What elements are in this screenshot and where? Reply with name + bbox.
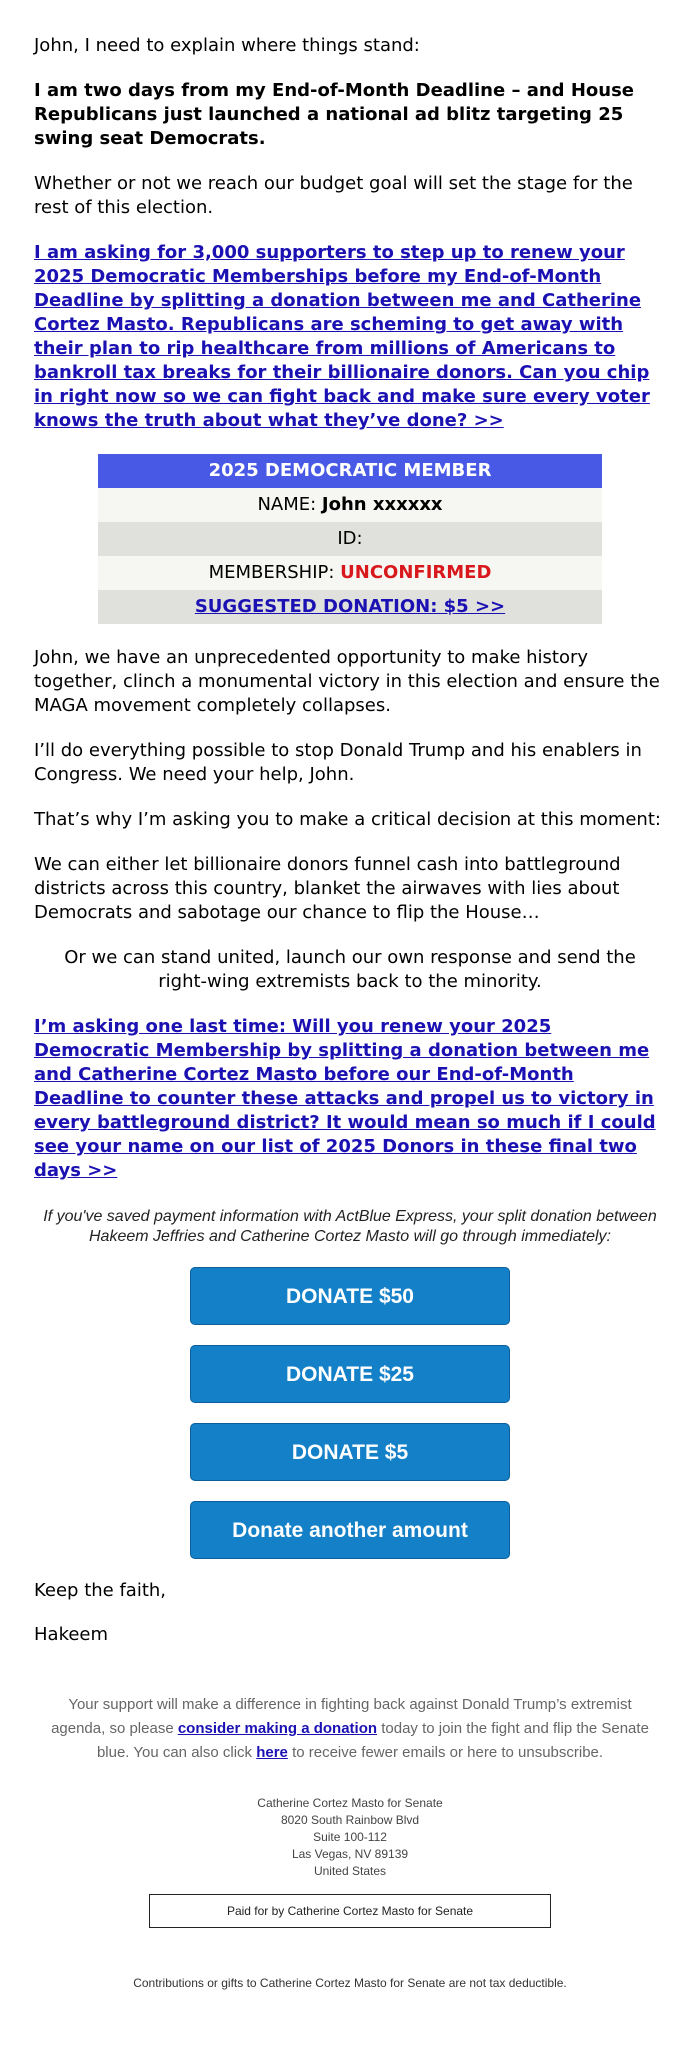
- body-paragraph-3: That’s why I’m asking you to make a critical decision at this moment:: [34, 809, 661, 830]
- body-paragraph-2: I’ll do everything possible to stop Donald Trump and his enablers in Congress. We need your help, John.: [34, 740, 642, 785]
- address-city: Las Vegas, NV 89139: [291, 1847, 409, 1861]
- tax-disclaimer: Contributions or gifts to Catherine Cortez Masto for Senate are not tax deductible.: [133, 1976, 567, 1990]
- footer-text-middle: today to join the fight and flip the Senate blue. You can also click: [96, 1720, 649, 1761]
- email-body: [34, 0, 666, 1990]
- signoff-line: Keep the faith,: [34, 1580, 167, 1601]
- membership-status: UNCONFIRMED: [340, 562, 492, 583]
- ask-link-2[interactable]: I’m asking one last time: Will you renew your 2025 Democratic Membership by splitting a donation between me and Catherine Cortez Masto before our End-of-Month Deadline to counter these attacks and propel us to victory in every battleground district? It would mean so much if I could see your name on our list of 2025 Donors in these final two days >>: [34, 1016, 656, 1181]
- signoff-name: Hakeem: [34, 1624, 109, 1645]
- card-name-value: John xxxxxx: [321, 494, 443, 515]
- card-name-row: [98, 488, 602, 522]
- ask-link-1[interactable]: I am asking for 3,000 supporters to step up to renew your 2025 Democratic Memberships before my End-of-Month Deadline by splitting a donation between me and Catherine Cortez Masto. Republicans are scheming to get away with their plan to rip healthcare from millions of Americans to bankroll tax breaks for their billionaire donors. Can you chip in right now so we can fight back and make sure every voter knows the truth about what they’ve done? >>: [34, 242, 650, 431]
- footer-donate-link[interactable]: consider making a donation: [177, 1720, 378, 1737]
- mailing-address: [34, 1795, 666, 1880]
- body-paragraph-1: John, we have an unprecedented opportunity to make history together, clinch a monumental victory in this election and ensure the MAGA movement completely collapses.: [34, 647, 660, 716]
- headline: I am two days from my End-of-Month Deadline – and House Republicans just launched a national ad blitz targeting 25 swing seat Democrats.: [34, 80, 634, 149]
- card-donation-row: [98, 590, 602, 624]
- donate-5-button[interactable]: DONATE $5: [190, 1423, 510, 1481]
- body-paragraph-5: Or we can stand united, launch our own response and send the right-wing extremists back to the minority.: [64, 947, 636, 992]
- actblue-express-note: If you've saved payment information with ActBlue Express, your split donation between Hakeem Jeffries and Catherine Cortez Masto will go through immediately:: [43, 1208, 657, 1245]
- greeting: John, I need to explain where things stand:: [34, 35, 420, 56]
- fewer-emails-link[interactable]: here: [256, 1744, 288, 1761]
- card-title: 2025 DEMOCRATIC MEMBER: [98, 454, 602, 488]
- donate-25-button[interactable]: DONATE $25: [190, 1345, 510, 1403]
- card-membership-row: [98, 556, 602, 590]
- membership-card: [98, 454, 602, 624]
- footer-text: [34, 1693, 666, 1765]
- body-paragraph-4: We can either let billionaire donors funnel cash into battleground districts across this country, blanket the airwaves with lies about Democrats and sabotage our chance to flip the House…: [34, 854, 621, 923]
- donate-50-button[interactable]: DONATE $50: [190, 1267, 510, 1325]
- address-org: Catherine Cortez Masto for Senate: [257, 1796, 443, 1810]
- paid-for-box: Paid for by Catherine Cortez Masto for Senate: [149, 1894, 551, 1928]
- donate-other-amount-button[interactable]: Donate another amount: [190, 1501, 510, 1559]
- ask-paragraph-2: [34, 1015, 666, 1183]
- footer-text-end: to receive fewer emails or here to unsubscribe.: [287, 1744, 604, 1761]
- address-suite: Suite 100-112: [313, 1830, 387, 1844]
- card-id-row: ID:: [98, 522, 602, 556]
- card-name-label: NAME:: [257, 494, 322, 515]
- budget-paragraph: Whether or not we reach our budget goal will set the stage for the rest of this election.: [34, 173, 633, 218]
- suggested-donation-link[interactable]: SUGGESTED DONATION: $5 >>: [194, 596, 506, 617]
- ask-paragraph-1: [34, 241, 666, 433]
- address-street: 8020 South Rainbow Blvd: [280, 1813, 420, 1827]
- footer-text-start: Your support will make a difference in fighting back against Donald Trump’s extremist agenda, so please: [51, 1696, 632, 1737]
- card-membership-label: MEMBERSHIP:: [208, 562, 341, 583]
- address-country: United States: [313, 1864, 387, 1878]
